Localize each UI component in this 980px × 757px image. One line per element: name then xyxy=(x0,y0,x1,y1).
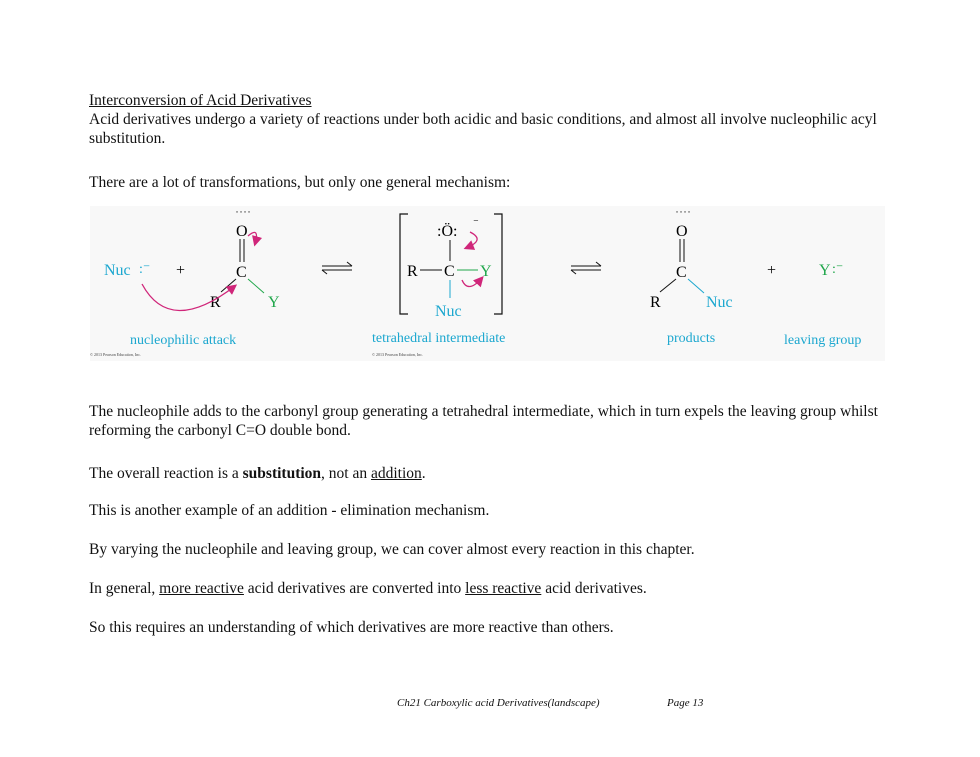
intermediate-r: R xyxy=(407,263,418,280)
paragraph-4: By varying the nucleophile and leaving group, we can cover almost every reaction in this chapter. xyxy=(89,541,695,558)
product-oxygen: O xyxy=(676,223,688,240)
intermediate-y: Y xyxy=(480,263,492,280)
oxygen-negative-charge: ⁻ xyxy=(473,217,479,229)
carbonyl-carbon: C xyxy=(236,264,247,281)
product-oxygen-lone-pairs: ˙˙˙˙ xyxy=(675,208,691,222)
plus-sign-2: + xyxy=(767,262,777,279)
paragraph-6: So this requires an understanding of which derivatives are more reactive than others. xyxy=(89,619,614,636)
para5-underlined-more-reactive: more reactive xyxy=(159,580,244,597)
paragraph-2 xyxy=(89,464,426,483)
para5-text-e: acid derivatives. xyxy=(541,580,647,597)
para5-underlined-less-reactive: less reactive xyxy=(465,580,542,597)
paragraph-5 xyxy=(89,579,647,598)
para2-underlined-addition: addition xyxy=(370,465,422,482)
footer-title: Ch21 Carboxylic acid Derivatives(landscape) xyxy=(397,697,600,709)
paragraph-3: This is another example of an addition - elimination mechanism. xyxy=(89,502,490,519)
product-nuc: Nuc xyxy=(706,294,733,311)
oxygen-lone-pairs: ˙˙˙˙ xyxy=(235,208,251,222)
leaving-group-y: Y xyxy=(268,294,280,311)
carbonyl-oxygen: O xyxy=(236,223,248,240)
product-carbon: C xyxy=(676,264,687,281)
caption-products: products xyxy=(667,331,716,346)
caption-leaving-group: leaving group xyxy=(784,333,862,348)
para2-bold-substitution: substitution xyxy=(242,465,322,482)
para2-text-a: The overall reaction is a xyxy=(89,465,243,482)
para5-text-c: acid derivatives are converted into xyxy=(243,580,466,597)
footer-page-number: Page 13 xyxy=(667,697,704,709)
intro-paragraph: Acid derivatives undergo a variety of reactions under both acidic and basic conditions, and almost all involve nucleophilic acyl substitution. xyxy=(89,111,877,147)
leaving-group-anion: Y xyxy=(819,262,831,279)
intermediate-nuc: Nuc xyxy=(435,303,462,320)
leaving-group-lone-pair: :⁻ xyxy=(832,262,844,277)
nucleophile-lone-pair: :⁻ xyxy=(139,262,151,277)
product-r: R xyxy=(650,294,661,311)
mechanism-lead: There are a lot of transformations, but only one general mechanism: xyxy=(89,174,511,191)
para2-text-c: , not an xyxy=(321,465,371,482)
caption-tetrahedral-intermediate: tetrahedral intermediate xyxy=(372,331,506,346)
para5-text-a: In general, xyxy=(89,580,160,597)
intermediate-carbon: C xyxy=(444,263,455,280)
r-group: R xyxy=(210,294,221,311)
intermediate-oxygen: :Ö: xyxy=(437,223,458,240)
plus-sign-1: + xyxy=(176,262,186,279)
caption-nucleophilic-attack: nucleophilic attack xyxy=(130,333,237,348)
copyright-2: © 2013 Pearson Education, Inc. xyxy=(372,352,424,357)
mechanism-scheme xyxy=(90,206,885,361)
para2-text-e: . xyxy=(421,465,426,482)
copyright-1: © 2013 Pearson Education, Inc. xyxy=(90,352,142,357)
nucleophile-label: Nuc xyxy=(104,262,131,279)
section-heading: Interconversion of Acid Derivatives xyxy=(89,92,312,109)
paragraph-1: The nucleophile adds to the carbonyl group generating a tetrahedral intermediate, which in turn expels the leaving group whilst reforming the carbonyl C=O double bond. xyxy=(89,403,878,439)
